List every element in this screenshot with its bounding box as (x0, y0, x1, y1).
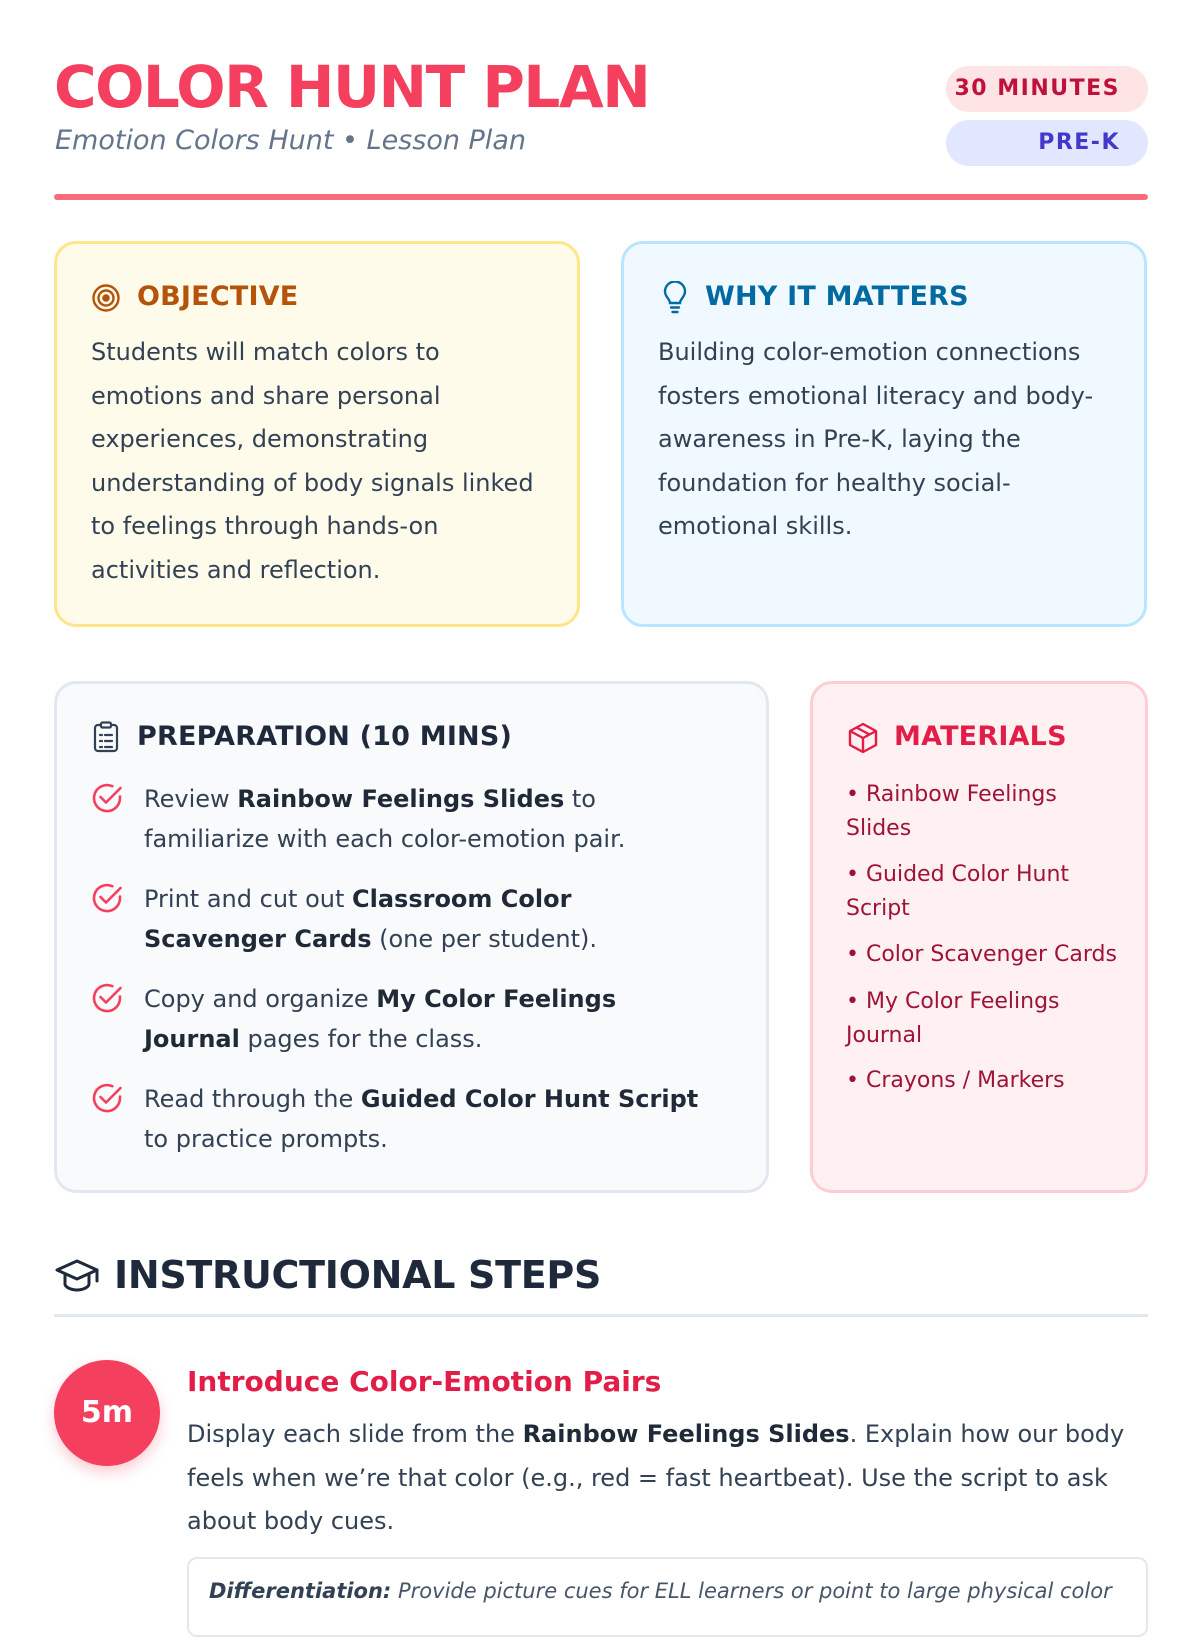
page-title: COLOR HUNT PLAN (54, 53, 650, 121)
page-subtitle: Emotion Colors Hunt • Lesson Plan (55, 125, 526, 156)
preparation-heading: PREPARATION (10 MINS) (137, 721, 513, 752)
why-heading: WHY IT MATTERS (705, 281, 969, 312)
step-description: Display each slide from the Rainbow Feelings Slides. Explain how our body feels when we’re that color (e.g., red = fast heartbeat). Use the script to ask about body cues. (187, 1420, 1125, 1535)
materials-heading: MATERIALS (894, 721, 1067, 752)
check-circle-icon (90, 781, 124, 819)
check-circle-icon (90, 981, 124, 1019)
objective-heading: OBJECTIVE (137, 281, 299, 312)
box-icon (848, 722, 878, 754)
step-title: Introduce Color-Emotion Pairs (187, 1365, 662, 1398)
materials-card (810, 681, 1148, 1193)
lightbulb-icon (662, 281, 688, 315)
materials-item: • Rainbow Feelings Slides (846, 782, 1057, 841)
grade-badge: PRE-K (946, 120, 1148, 166)
materials-item: • My Color Feelings Journal (846, 989, 1060, 1048)
materials-item: • Crayons / Markers (846, 1068, 1065, 1093)
duration-badge: 30 MINUTES (946, 66, 1148, 112)
why-text: Building color-emotion connections fosters emotional literacy and body-awareness in Pre-K, laying the foundation for healthy social-emotional skills. (658, 338, 1094, 540)
graduation-cap-icon (54, 1258, 100, 1294)
steps-divider (54, 1314, 1148, 1317)
clipboard-icon (93, 721, 119, 753)
materials-item: • Guided Color Hunt Script (846, 862, 1070, 921)
target-icon (91, 283, 121, 313)
objective-text: Students will match colors to emotions and share personal experiences, demonstrating understanding of body signals linked to feelings through hands-on activities and reflection. (91, 338, 534, 584)
instructional-steps-heading: INSTRUCTIONAL STEPS (114, 1253, 602, 1297)
header-divider (54, 194, 1148, 200)
materials-item: • Color Scavenger Cards (846, 942, 1117, 967)
check-circle-icon (90, 881, 124, 919)
step-duration-badge: 5m (54, 1360, 160, 1466)
differentiation-note: Differentiation: Provide picture cues for ELL learners or point to large physical color (187, 1557, 1148, 1637)
check-circle-icon (90, 1081, 124, 1119)
